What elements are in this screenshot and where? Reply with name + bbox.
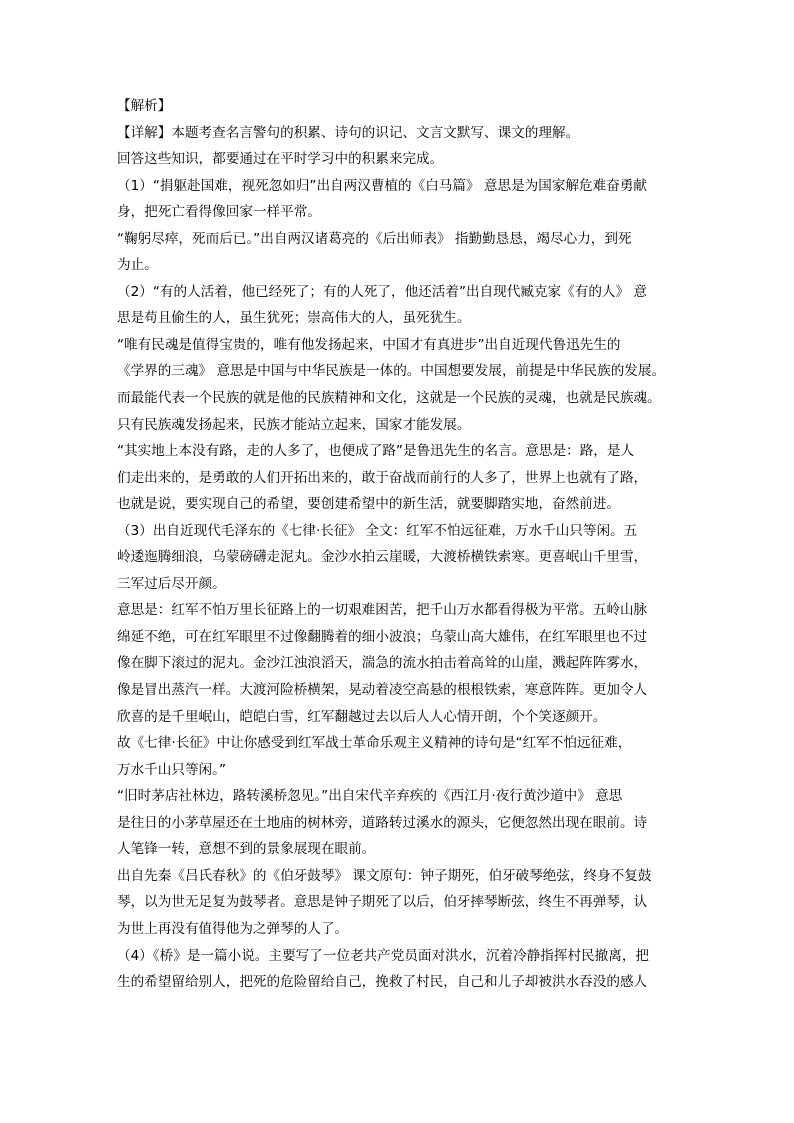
text-line: 人笔锋一转，意想不到的景象展现在眼前。 <box>117 841 376 858</box>
text-line: 欣喜的是千里岷山，皑皑白雪，红军翻越过去以后人人心情开朗，个个笑逐颜开。 <box>117 708 607 725</box>
text-line: 万水千山只等闲。” <box>117 761 226 778</box>
text-line: 而最能代表一个民族的就是他的民族精神和文化，这就是一个民族的灵魂，也就是民族魂。 <box>117 390 661 407</box>
text-line: 只有民族魂发扬起来，民族才能站立起来，国家才能发展。 <box>117 416 471 433</box>
document-page <box>117 93 679 996</box>
text-line: “旧时茅店社林边，路转溪桥忽见。”出自宋代辛弃疾的《西江月·夜行黄沙道中》 意思 <box>117 788 623 805</box>
text-line: 们走出来的，是勇敢的人们开拓出来的，敢于奋战而前行的人多了，世界上也就有了路， <box>117 469 648 486</box>
text-line: （2）“有的人活着，他已经死了；有的人死了，他还活着”出自现代臧克家《有的人》 意 <box>117 283 648 300</box>
text-line: （3）出自近现代毛泽东的《七律·长征》 全文：红军不怕远征难，万水千山只等闲。五 <box>117 522 638 539</box>
text-line: 像在脚下滚过的泥丸。金沙江浊浪滔天，湍急的流水拍击着高耸的山崖，溅起阵阵雾水， <box>117 655 648 672</box>
text-line: “鞠躬尽瘁，死而后已。”出自两汉诸葛亮的《后出师表》 指勤勤恳恳，竭尽心力，到死 <box>117 230 632 247</box>
text-line: 绵延不绝，可在红军眼里不过像翻腾着的细小波浪；乌蒙山高大雄伟，在红军眼里也不过 <box>117 628 648 645</box>
section-heading: 【解析】 <box>117 98 172 114</box>
text-line: 回答这些知识，都要通过在平时学习中的积累来完成。 <box>117 151 444 168</box>
text-line: 为止。 <box>117 257 158 274</box>
text-line: 思是苟且偷生的人，虽生犹死；崇高伟大的人，虽死犹生。 <box>117 310 471 327</box>
text-line: “其实地上本没有路，走的人多了，也便成了路”是鲁迅先生的名言。意思是：路，是人 <box>117 443 635 460</box>
text-line: 故《七律·长征》中让你感受到红军战士革命乐观主义精神的诗句是“红军不怕远征难， <box>117 735 632 752</box>
text-line: 《学界的三魂》 意思是中国与中华民族是一体的。中国想要发展，前提是中华民族的发展。 <box>117 363 666 380</box>
text-line: 三军过后尽开颜。 <box>117 575 226 592</box>
text-line: 是往日的小茅草屋还在土地庙的树林旁，道路转过溪水的源头，它便忽然出现在眼前。诗 <box>117 814 648 831</box>
text-line: 岭逶迤腾细浪，乌蒙磅礴走泥丸。金沙水拍云崖暖，大渡桥横铁索寒。更喜岷山千里雪， <box>117 549 648 566</box>
text-line: 琴，以为世无足复为鼓琴者。意思是钟子期死了以后，伯牙摔琴断弦，终生不再弹琴，认 <box>117 894 648 911</box>
text-line: 出自先秦《吕氏春秋》的《伯牙鼓琴》 课文原句：钟子期死，伯牙破琴绝弦，终身不复鼓 <box>117 867 652 884</box>
text-line: 身，把死亡看得像回家一样平常。 <box>117 204 321 221</box>
text-line: 像是冒出蒸汽一样。大渡河险桥横架，晃动着凌空高悬的根根铁索，寒意阵阵。更加令人 <box>117 682 648 699</box>
text-line: （4）《桥》是一篇小说。主要写了一位老共产党员面对洪水，沉着冷静指挥村民撤离，把 <box>117 947 650 964</box>
text-line: 意思是：红军不怕万里长征路上的一切艰难困苦，把千山万水都看得极为平常。五岭山脉 <box>117 602 648 619</box>
text-line: 【详解】本题考查名言警句的积累、诗句的识记、文言文默写、课文的理解。 <box>117 124 580 141</box>
text-line: 生的希望留给别人，把死的危险留给自己，挽救了村民，自己和儿子却被洪水吞没的感人 <box>117 974 648 991</box>
text-line: “唯有民魂是值得宝贵的，唯有他发扬起来，中国才有真进步”出自近现代鲁迅先生的 <box>117 336 621 353</box>
text-line: 也就是说，要实现自己的希望，要创建希望中的新生活，就要脚踏实地，奋然前进。 <box>117 496 620 513</box>
text-line: 为世上再没有值得他为之弹琴的人了。 <box>117 920 349 937</box>
text-line: （1）“捐躯赴国难，视死忽如归”出自两汉曹植的《白马篇》 意思是为国家解危难奋勇献 <box>117 177 648 194</box>
